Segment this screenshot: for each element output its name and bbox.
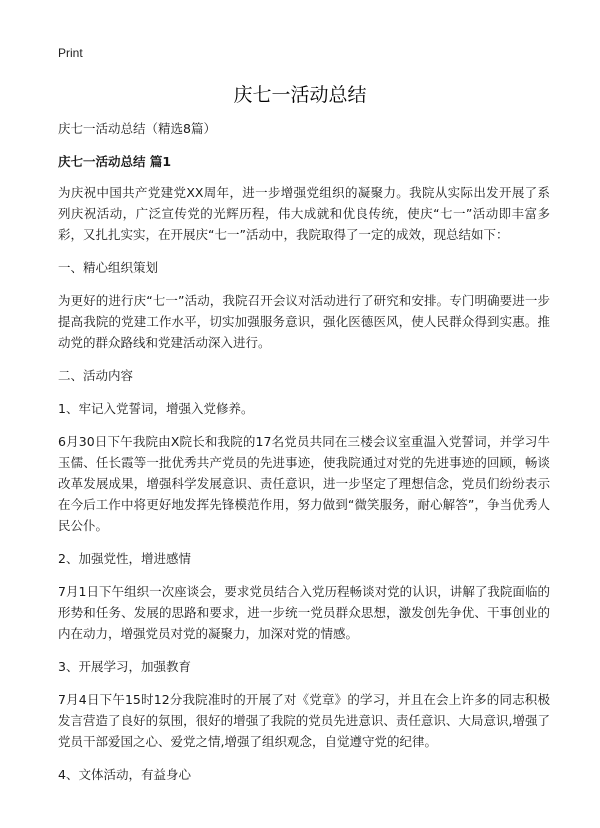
item-heading-4: 4、文体活动，有益身心 — [58, 767, 191, 782]
item-heading-2: 2、加强党性，增进感情 — [58, 551, 191, 566]
section-heading-1: 一、精心组织策划 — [58, 260, 159, 275]
document-subtitle: 庆七一活动总结（精选8篇） — [58, 121, 216, 136]
item-1-paragraph: 6月30日下午我院由X院长和我院的17名党员共同在三楼会议室重温入党誓词，并学习牛玉儒、任长霞等一批优秀共产党员的先进事迹，使我院通过对党的先进事迹的回顾，畅谈改革发展成果，增强科学发展意识、责任意识，进一步坚定了理想信念，党员们纷纷表示在今后工作中将更好地发挥先锋模范作用，努力做到“微笑服务，耐心解答”，争当优秀人民公仆。 — [58, 434, 550, 533]
item-2-paragraph: 7月1日下午组织一次座谈会，要求党员结合入党历程畅谈对党的认识，讲解了我院面临的形势和任务、发展的思路和要求，进一步统一党员群众思想，激发创先争优、干事创业的内在动力，增强党员对党的凝聚力，加深对党的情感。 — [58, 584, 550, 641]
section-1-paragraph: 为更好的进行庆“七一”活动，我院召开会议对活动进行了研究和安排。专门明确要进一步提高我院的党建工作水平，切实加强服务意识，强化医德医风，使人民群众得到实惠。推动党的群众路线和党建活动深入进行。 — [58, 293, 550, 350]
section-heading-2: 二、活动内容 — [58, 368, 134, 383]
article-heading: 庆七一活动总结 篇1 — [58, 154, 172, 169]
item-heading-3: 3、开展学习，加强教育 — [58, 659, 191, 674]
item-3-paragraph: 7月4日下午15时12分我院准时的开展了对《党章》的学习，并且在会上许多的同志积极发言营造了良好的氛围，很好的增强了我院的党员先进意识、责任意识、大局意识,增强了党员干部爱国之心、爱党之情,增强了组织观念，自觉遵守党的纪律。 — [58, 692, 550, 749]
intro-paragraph: 为庆祝中国共产党建党XX周年，进一步增强党组织的凝聚力。我院从实际出发开展了系列庆祝活动，广泛宣传党的光辉历程，伟大成就和优良传统，使庆“七一”活动即丰富多彩，又扎扎实实，在开展庆“七一”活动中，我院取得了一定的成效，现总结如下： — [58, 185, 550, 242]
item-heading-1: 1、牢记入党誓词，增强入党修养。 — [58, 401, 254, 416]
document-body — [58, 118, 550, 797]
print-link[interactable]: Print — [58, 46, 83, 60]
page-title: 庆七一活动总结 — [233, 84, 367, 106]
